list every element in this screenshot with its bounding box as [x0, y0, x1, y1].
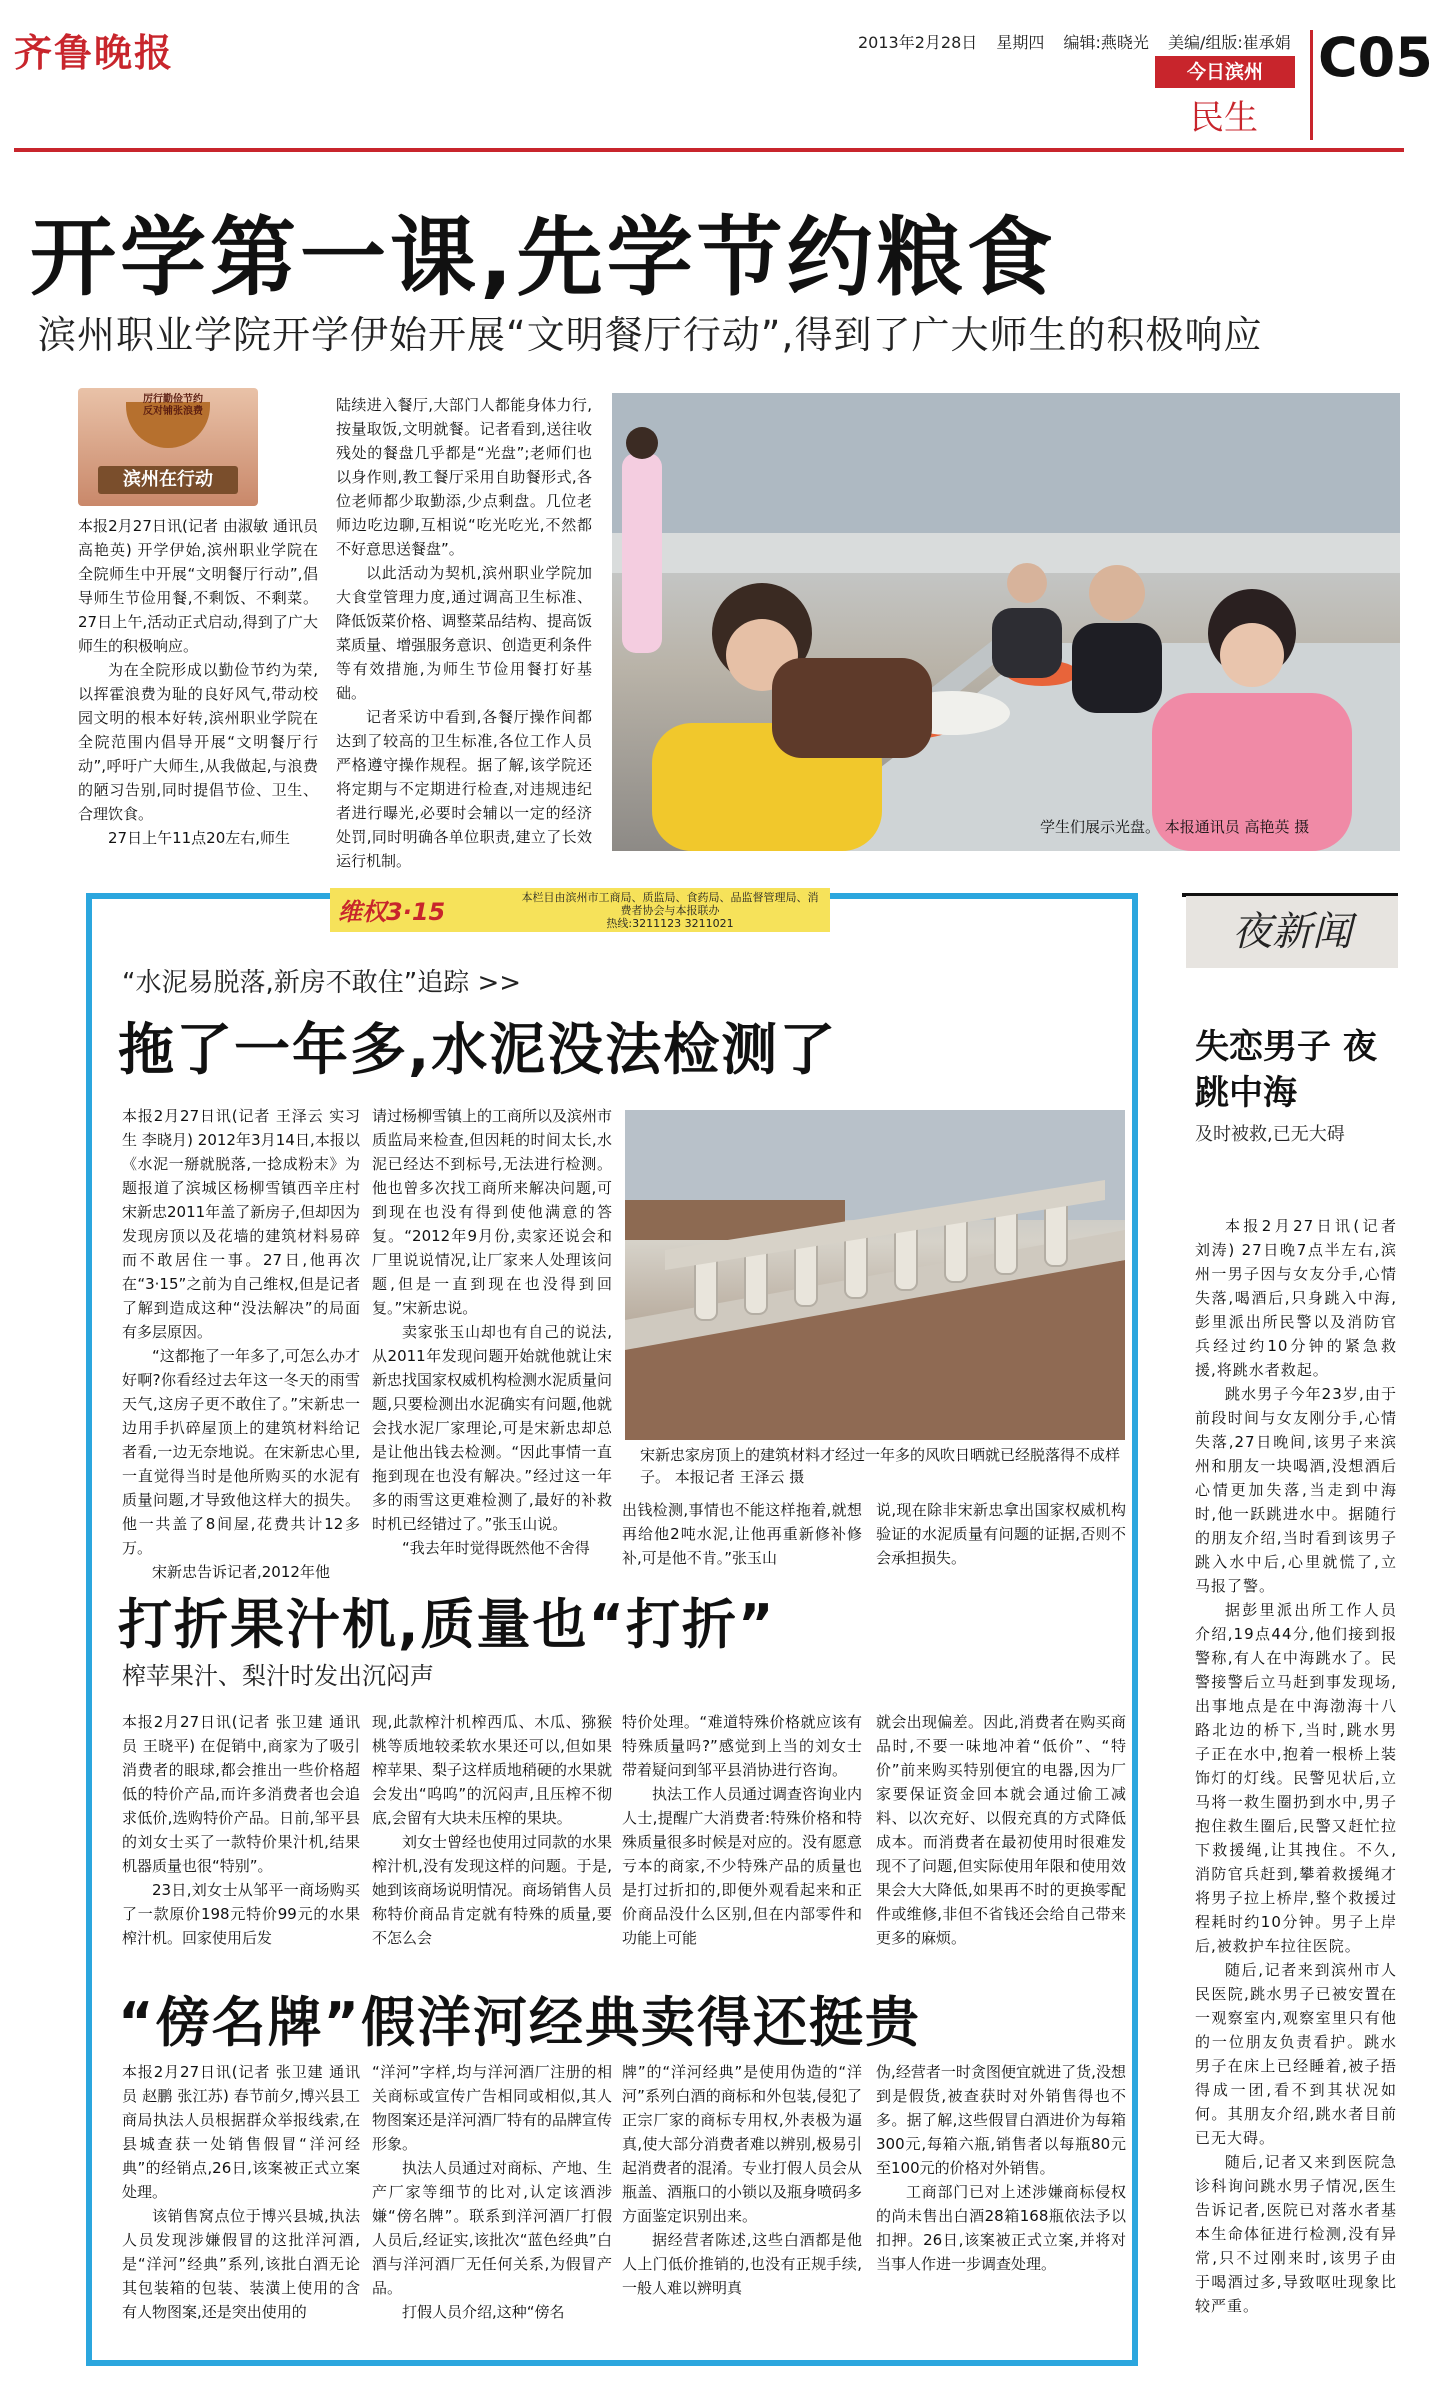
story2-kicker: “水泥易脱落,新房不敢住”追踪 >>: [122, 968, 522, 998]
paragraph: 以此活动为契机,滨州职业学院加大食堂管理力度,通过调高卫生标准、降低饭菜价格、调整菜品结构、提高饭菜质量、增强服务意识、创造更利条件等有效措施,为师生节俭用餐打好基础。: [336, 564, 592, 702]
paragraph: 伪,经营者一时贪图便宜就进了货,没想到是假货,被查获时对外销售得也不多。据了解,这些假冒白酒进价为每箱300元,每箱六瓶,销售者以每瓶80元至100元的价格对外销售。: [876, 2063, 1126, 2177]
paragraph: 出钱检测,事情也不能这样拖着,就想再给他2吨水泥,让他再重新修补修补,可是他不肯。”张玉山: [622, 1501, 862, 1567]
story4-column-4: [876, 2060, 1126, 2356]
paragraph: 刘女士曾经也使用过同款的水果榨汁机,没有发现这样的问题。于是,她到该商场说明情况。商场销售人员称特价商品肯定就有特殊的质量,要不怎么会: [372, 1833, 613, 1947]
paragraph: 就会出现偏差。因此,消费者在购买商品时,不要一味地冲着“低价”、“特价”前来购买特别便宜的电器,因为厂家要保证资金回本就会通过偷工减料、以次充好、以假充真的方式降低成本。而消费者在最初使用时很难发现不了问题,但实际使用年限和使用效果会大大降低,如果再不时的更换零配件或维修,非但不省钱还会给自己带来更多的麻烦。: [876, 1713, 1126, 1947]
story3-subhead: 榨苹果汁、梨汁时发出沉闷声: [122, 1662, 434, 1690]
paragraph: 陆续进入餐厅,大部门人都能身体力行,按量取饭,文明就餐。记者看到,送往收残处的餐盘几乎都是“光盘”;老师们也以身作则,教工餐厅采用自助餐形式,各位老师都少取勤添,少点剩盘。几位老师边吃边聊,互相说“吃光吃光,不然都不好意思送餐盘”。: [336, 396, 592, 558]
story2-column-2: [372, 1104, 613, 1557]
editor-credit: 编辑:燕晓光: [1063, 33, 1149, 52]
story5-column: [1195, 1214, 1397, 2362]
story3-column-2: [372, 1710, 612, 1962]
night-news-logo: 夜新闻: [1186, 896, 1398, 968]
cafeteria-scene: [612, 393, 1400, 851]
issue-date: 2013年2月28日: [858, 33, 978, 52]
section-name: 民生: [1190, 98, 1258, 138]
paragraph: 工商部门已对上述涉嫌商标侵权的尚未售出白酒28箱168瓶依法予以扣押。26日,该案被正式立案,并将对当事人作进一步调查处理。: [876, 2183, 1126, 2273]
paragraph: “我去年时觉得既然他不舍得: [402, 1539, 590, 1557]
story5-subhead: 及时被救,已无大碍: [1195, 1124, 1345, 1145]
paragraph: 请过杨柳雪镇上的工商所以及滨州市质监局来检查,但因耗的时间太长,水泥已经达不到标号,无法进行检测。他也曾多次找工商所来解决问题,可到现在也没有得到使他满意的答复。“2012年9月份,卖家还说会和厂里说说情况,让厂家来人处理该问题,但是一直到现在也没得到回复。”宋新忠说。: [372, 1107, 613, 1317]
paragraph: 随后,记者又来到医院急诊科询问跳水男子情况,医生告诉记者,医院已对落水者基本生命体征进行检测,没有异常,只不过刚来时,该男子由于喝酒过多,导致呕吐现象比较严重。: [1195, 2153, 1397, 2315]
badge-label: 滨州在行动: [98, 466, 238, 494]
paragraph: 记者采访中看到,各餐厅操作间都达到了较高的卫生标准,各位工作人员严格遵守操作规程。据了解,该学院还将定期与不定期进行检查,对违规违纪者进行曝光,必要时会辅以一定的经济处罚,同时明确各单位职责,建立了长效运行机制。: [336, 708, 592, 870]
photo-caption: 学生们展示光盘。 本报通讯员 高艳英 摄: [1040, 818, 1310, 836]
paragraph: 本报2月27日讯(记者 张卫建 通讯员 赵鹏 张江苏) 春节前夕,博兴县工商局执法人员根据群众举报线索,在县城查获一处销售假冒“洋河经典”的经销点,26日,该案被正式立案处理。: [122, 2063, 360, 2201]
paragraph: “这都拖了一年多了,可怎么办才好啊?你看经过去年这一冬天的雨雪天气,这房子更不敢住了。”宋新忠一边用手扒碎屋顶上的建筑材料给记者看,一边无奈地说。在宋新忠心里,一直觉得当时是他所购买的水泥有质量问题,才导致他这样大的损失。他一共盖了8间屋,花费共计12多万。: [122, 1347, 360, 1557]
design-credit: 美编/组版:崔承娟: [1167, 33, 1291, 52]
story3-headline: 打折果汁机,质量也“打折”: [118, 1593, 776, 1656]
story1-column-1: [78, 514, 318, 850]
campaign-badge: [78, 388, 258, 506]
paragraph: 特价处理。“难道特殊价格就应该有特殊质量吗?”感觉到上当的刘女士带着疑问到邹平县消协进行咨询。: [622, 1713, 862, 1779]
masthead-divider: [1310, 30, 1313, 140]
paragraph: 宋新忠告诉记者,2012年他: [152, 1563, 330, 1581]
paragraph: 说,现在除非宋新忠拿出国家权威机构验证的水泥质量有问题的证据,否则不会承担损失。: [876, 1501, 1126, 1567]
column-hotline: 热线:3211123 3211021: [606, 917, 734, 930]
story5-headline: 失恋男子 夜跳中海: [1195, 1027, 1377, 1113]
badge-slogan: 厉行勤俭节约 反对铺张浪费: [143, 394, 203, 417]
paragraph: 本报2月27日讯(记者 由淑敏 通讯员 高艳英) 开学伊始,滨州职业学院在全院师生中开展“文明餐厅行动”,倡导师生节俭用餐,不剩饭、不剩菜。27日上午,活动正式启动,得到了广大师生的积极响应。: [78, 517, 318, 655]
paragraph: 卖家张玉山却也有自己的说法,从2011年发现问题开始就他就让宋新忠找国家权威机构检测水泥质量问题,只要检测出水泥确实有问题,他就会找水泥厂家理论,可是宋新忠却总是让他出钱去检测。“因此事情一直拖到现在也没有解决。”经过这一年多的雨雪这更难检测了,最好的补救时机已经错过了。”张玉山说。: [372, 1323, 613, 1533]
story4-column-1: [122, 2060, 360, 2356]
paragraph: “洋河”字样,均与洋河酒厂注册的相关商标或宣传广告相同或相似,其人物图案还是洋河酒厂特有的品牌宣传形象。: [372, 2063, 613, 2153]
story2-column-1: [122, 1104, 360, 1581]
issue-meta: [858, 30, 1305, 53]
main-subhead: 滨州职业学院开学伊始开展“文明餐厅行动”,得到了广大师生的积极响应: [38, 313, 1263, 357]
paragraph: 该销售窝点位于博兴县城,执法人员发现涉嫌假冒的这批洋河酒,是“洋河”经典”系列,该批白酒无论其包装箱的包装、装潢上使用的含有人物图案,还是突出使用的: [122, 2207, 360, 2321]
story2-column-4: [876, 1498, 1126, 1570]
story4-column-2: [372, 2060, 612, 2356]
header-rule: [14, 148, 1404, 152]
column-logo: 维权3·15: [338, 898, 446, 926]
story4-headline: “傍名牌”假洋河经典卖得还挺贵: [118, 1991, 921, 2054]
paragraph: 跳水男子今年23岁,由于前段时间与女友刚分手,心情失落,27日晚间,该男子来滨州和朋友一块喝酒,没想酒后心情更加失落,当走到中海时,他一跃跳进水中。据随行的朋友介绍,当时看到该男子跳入水中后,心里就慌了,立马报了警。: [1195, 1385, 1397, 1595]
paragraph: 打假人员介绍,这种“傍名: [402, 2303, 565, 2321]
photo-caption: 宋新忠家房顶上的建筑材料才经过一年多的风吹日晒就已经脱落得不成样子。 本报记者 王泽云 摄: [640, 1446, 1121, 1486]
newspaper-logo: 齐鲁晚报: [14, 30, 175, 75]
column-sponsors: 本栏目由滨州市工商局、质监局、食药局、品监督管理局、消费者协会与本报联办: [521, 891, 819, 917]
story1-column-2: [336, 393, 592, 870]
story3-column-4: [876, 1710, 1126, 1962]
paragraph: 现,此款榨汁机榨西瓜、木瓜、猕猴桃等质地较柔软水果还可以,但如果榨苹果、梨子这样质地稍硬的水果就会发出“呜呜”的沉闷声,且压榨不彻底,会留有大块未压榨的果块。: [372, 1713, 613, 1827]
roof-photo: [625, 1110, 1125, 1440]
paragraph: 牌”的“洋河经典”是使用伪造的“洋河”系列白酒的商标和外包装,侵犯了正宗厂家的商标专用权,外表极为逼真,使大部分消费者难以辨别,极易引起消费者的混淆。专业打假人员会从瓶盖、酒瓶口的小锁以及瓶身喷码多方面鉴定识别出来。: [622, 2063, 863, 2225]
paragraph: 执法人员通过对商标、产地、生产厂家等细节的比对,认定该酒涉嫌“傍名牌”。联系到洋河酒厂打假人员后,经证实,该批次“蓝色经典”白酒与洋河酒厂无任何关系,为假冒产品。: [372, 2159, 613, 2297]
paragraph: 为在全院形成以勤俭节约为荣,以挥霍浪费为耻的良好风气,带动校园文明的根本好转,滨州职业学院在全院范围内倡导开展“文明餐厅行动”,呼吁广大师生,从我做起,与浪费的陋习告别,同时提倡节俭、卫生、合理饮食。: [78, 661, 318, 823]
issue-weekday: 星期四: [996, 33, 1045, 52]
main-headline: 开学第一课,先学节约粮食: [30, 208, 1057, 308]
paragraph: 27日上午11点20左右,师生: [108, 829, 291, 847]
roof-scene: [625, 1110, 1125, 1440]
paragraph: 据经营者陈述,这些白酒都是他人上门低价推销的,也没有正规手续,一般人难以辨明真: [622, 2231, 862, 2297]
paragraph: 执法工作人员通过调查咨询业内人士,提醒广大消费者:特殊价格和特殊质量很多时候是对应的。没有愿意亏本的商家,不少特殊产品的质量也是打过折扣的,即便外观看起来和正价商品没什么区别,但在内部零件和功能上可能: [622, 1785, 863, 1947]
paragraph: 本报2月27日讯(记者 刘涛) 27日晚7点半左右,滨州一男子因与女友分手,心情失落,喝酒后,只身跳入中海,彭里派出所民警以及消防官兵经过约10分钟的紧急救援,将跳水者救起。: [1195, 1217, 1397, 1379]
paragraph: 随后,记者来到滨州市人民医院,跳水男子已被安置在一观察室内,观察室里只有他的一位朋友负责看护。跳水男子在床上已经睡着,被子捂得成一团,看不到其状况如何。其朋友介绍,跳水者目前已无大碍。: [1195, 1961, 1397, 2147]
story4-column-3: [622, 2060, 862, 2356]
column-banner-text: [520, 891, 820, 930]
story2-headline: 拖了一年多,水泥没法检测了: [118, 1018, 838, 1083]
cafeteria-photo: [612, 393, 1400, 851]
story3-column-3: [622, 1710, 862, 1962]
section-tab: 今日滨州: [1155, 56, 1295, 88]
paragraph: 本报2月27日讯(记者 张卫建 通讯员 王晓平) 在促销中,商家为了吸引消费者的眼球,都会推出一些价格超低的特价产品,而许多消费者也会追求低价,选购特价产品。日前,邹平县的刘女士买了一款特价果汁机,结果机器质量也很“特别”。: [122, 1713, 360, 1875]
column-banner: [330, 888, 830, 932]
paragraph: 据彭里派出所工作人员介绍,19点44分,他们接到报警称,有人在中海跳水了。民警接警后立马赶到事发现场,出事地点是在中海渤海十八路北边的桥下,当时,跳水男子正在水中,抱着一根桥上装饰灯的灯线。民警见状后,立马将一救生圈扔到水中,男子抱住救生圈后,民警又赶忙拉下救援绳,让其拽住。不久,消防官兵赶到,攀着救援绳才将男子拉上桥岸,整个救援过程耗时约10分钟。男子上岸后,被救护车拉往医院。: [1195, 1601, 1397, 1955]
paragraph: 本报2月27日讯(记者 王泽云 实习生 李晓月) 2012年3月14日,本报以《水泥一掰就脱落,一捻成粉末》为题报道了滨城区杨柳雪镇西辛庄村宋新忠2011年盖了新房子,但却因为发现房顶以及花墙的建筑材料易碎而不敢居住一事。27日,他再次在“3·15”之前为自己维权,但是记者了解到造成这种“没法解决”的局面有多层原因。: [122, 1107, 360, 1341]
paragraph: 23日,刘女士从邹平一商场购买了一款原价198元特价99元的水果榨汁机。回家使用后发: [122, 1881, 360, 1947]
story2-column-3: [622, 1498, 862, 1570]
page-number: C05: [1318, 26, 1433, 89]
story3-column-1: [122, 1710, 360, 1962]
